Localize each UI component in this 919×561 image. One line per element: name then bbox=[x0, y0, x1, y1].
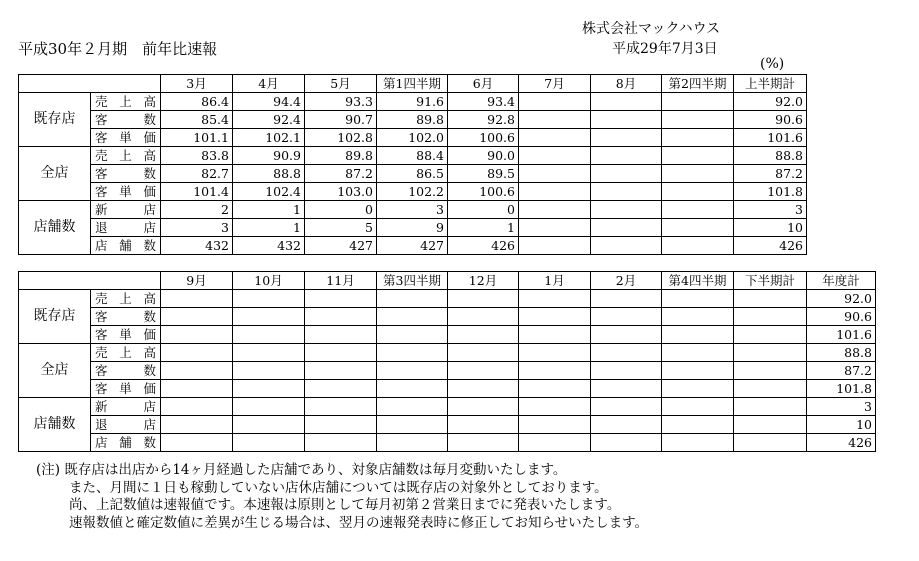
table-row bbox=[19, 308, 876, 326]
footnote-line: 尚、上記数値は速報値です。本速報は原則として毎月初第２営業日までに発表いたします。 bbox=[69, 497, 621, 513]
table-row bbox=[19, 237, 807, 255]
header-row bbox=[19, 75, 807, 93]
first-half-table bbox=[18, 74, 807, 255]
value-cell bbox=[591, 165, 662, 183]
value-cell bbox=[161, 416, 233, 434]
value-cell bbox=[662, 398, 734, 416]
value-cell: 94.4 bbox=[233, 93, 305, 111]
row-label: 売上高 bbox=[91, 147, 161, 165]
value-cell: 89.5 bbox=[448, 165, 519, 183]
value-cell bbox=[305, 290, 377, 308]
value-cell: 93.4 bbox=[448, 93, 519, 111]
value-cell: 101.4 bbox=[161, 183, 233, 201]
value-cell bbox=[519, 165, 591, 183]
value-cell bbox=[662, 308, 734, 326]
value-cell: 88.8 bbox=[734, 147, 807, 165]
value-cell bbox=[161, 308, 233, 326]
value-cell: 3 bbox=[161, 219, 233, 237]
value-cell bbox=[305, 434, 377, 452]
report-title: 平成30年２月期 前年比速報 bbox=[18, 40, 218, 58]
value-cell bbox=[734, 344, 807, 362]
table-row bbox=[19, 165, 807, 183]
value-cell: 90.0 bbox=[448, 147, 519, 165]
value-cell: 88.8 bbox=[807, 344, 876, 362]
value-cell bbox=[519, 308, 591, 326]
value-cell: 92.4 bbox=[233, 111, 305, 129]
row-label: 客単価 bbox=[91, 129, 161, 147]
value-cell: 1 bbox=[448, 219, 519, 237]
value-cell bbox=[161, 344, 233, 362]
value-cell bbox=[734, 308, 807, 326]
value-cell: 101.6 bbox=[734, 129, 807, 147]
value-cell bbox=[377, 290, 448, 308]
value-cell bbox=[519, 201, 591, 219]
value-cell bbox=[591, 147, 662, 165]
value-cell bbox=[591, 129, 662, 147]
value-cell bbox=[662, 201, 734, 219]
value-cell bbox=[233, 416, 305, 434]
row-label: 店舗数 bbox=[91, 237, 161, 255]
value-cell bbox=[305, 380, 377, 398]
value-cell: 1 bbox=[233, 219, 305, 237]
table-row bbox=[19, 111, 807, 129]
column-header: 11月 bbox=[305, 272, 377, 290]
value-cell: 89.8 bbox=[305, 147, 377, 165]
value-cell bbox=[662, 344, 734, 362]
value-cell bbox=[448, 416, 519, 434]
value-cell bbox=[233, 290, 305, 308]
group-label: 店舗数 bbox=[19, 201, 91, 255]
second-half-table bbox=[18, 271, 876, 452]
table-row bbox=[19, 201, 807, 219]
value-cell bbox=[734, 416, 807, 434]
value-cell bbox=[662, 93, 734, 111]
value-cell bbox=[377, 362, 448, 380]
value-cell bbox=[662, 434, 734, 452]
value-cell bbox=[233, 362, 305, 380]
value-cell: 101.8 bbox=[807, 380, 876, 398]
value-cell: 10 bbox=[807, 416, 876, 434]
group-label: 全店 bbox=[19, 147, 91, 201]
value-cell bbox=[662, 362, 734, 380]
group-label: 店舗数 bbox=[19, 398, 91, 452]
value-cell: 3 bbox=[377, 201, 448, 219]
value-cell: 101.1 bbox=[161, 129, 233, 147]
value-cell: 90.9 bbox=[233, 147, 305, 165]
value-cell: 90.7 bbox=[305, 111, 377, 129]
value-cell: 102.1 bbox=[233, 129, 305, 147]
value-cell bbox=[591, 362, 662, 380]
column-header: 第2四半期 bbox=[662, 75, 734, 93]
value-cell bbox=[233, 398, 305, 416]
value-cell bbox=[734, 290, 807, 308]
value-cell: 90.6 bbox=[807, 308, 876, 326]
value-cell: 10 bbox=[734, 219, 807, 237]
value-cell: 426 bbox=[734, 237, 807, 255]
row-label: 客単価 bbox=[91, 380, 161, 398]
value-cell bbox=[161, 380, 233, 398]
value-cell: 90.6 bbox=[734, 111, 807, 129]
value-cell bbox=[519, 398, 591, 416]
footnote-line: 速報数値と確定数値に差異が生じる場合は、翌月の速報発表時に修正してお知らせいたします。 bbox=[69, 514, 649, 531]
report-date: 平成29年7月3日 bbox=[612, 41, 718, 57]
value-cell bbox=[519, 129, 591, 147]
footnotes bbox=[36, 462, 648, 532]
value-cell: 83.8 bbox=[161, 147, 233, 165]
value-cell bbox=[519, 380, 591, 398]
column-header: 5月 bbox=[305, 75, 377, 93]
value-cell bbox=[519, 362, 591, 380]
value-cell bbox=[662, 147, 734, 165]
value-cell bbox=[448, 380, 519, 398]
value-cell bbox=[377, 326, 448, 344]
value-cell bbox=[377, 380, 448, 398]
value-cell bbox=[305, 398, 377, 416]
corner-cell bbox=[19, 272, 161, 290]
value-cell: 427 bbox=[305, 237, 377, 255]
value-cell bbox=[519, 93, 591, 111]
unit-label: (%) bbox=[760, 56, 785, 72]
row-label: 新店 bbox=[91, 201, 161, 219]
column-header: 9月 bbox=[161, 272, 233, 290]
value-cell bbox=[591, 434, 662, 452]
value-cell bbox=[519, 416, 591, 434]
row-label: 退店 bbox=[91, 416, 161, 434]
value-cell bbox=[662, 129, 734, 147]
value-cell bbox=[591, 380, 662, 398]
table-row bbox=[19, 219, 807, 237]
row-label: 売上高 bbox=[91, 290, 161, 308]
value-cell bbox=[734, 398, 807, 416]
value-cell: 102.0 bbox=[377, 129, 448, 147]
group-label: 既存店 bbox=[19, 93, 91, 147]
row-label: 客数 bbox=[91, 165, 161, 183]
value-cell: 5 bbox=[305, 219, 377, 237]
value-cell bbox=[662, 165, 734, 183]
value-cell bbox=[305, 362, 377, 380]
footnote-line: また、月間に１日も稼動していない店休店舗については既存店の対象外としております。 bbox=[69, 479, 608, 496]
column-header: 第4四半期 bbox=[662, 272, 734, 290]
footnote-line: (注) 既存店は出店から14ヶ月経過した店舗であり、対象店舗数は毎月変動いたします。 bbox=[36, 462, 567, 478]
row-label: 新店 bbox=[91, 398, 161, 416]
value-cell bbox=[519, 326, 591, 344]
table-row bbox=[19, 129, 807, 147]
table-row bbox=[19, 290, 876, 308]
row-label: 客数 bbox=[91, 111, 161, 129]
column-header: 3月 bbox=[161, 75, 233, 93]
row-label: 退店 bbox=[91, 219, 161, 237]
value-cell: 86.5 bbox=[377, 165, 448, 183]
value-cell bbox=[448, 344, 519, 362]
value-cell bbox=[519, 237, 591, 255]
value-cell bbox=[377, 416, 448, 434]
row-label: 売上高 bbox=[91, 93, 161, 111]
value-cell: 100.6 bbox=[448, 183, 519, 201]
value-cell bbox=[734, 380, 807, 398]
value-cell: 88.8 bbox=[233, 165, 305, 183]
value-cell bbox=[519, 111, 591, 129]
column-header: 1月 bbox=[519, 272, 591, 290]
value-cell: 87.2 bbox=[305, 165, 377, 183]
value-cell: 92.8 bbox=[448, 111, 519, 129]
table-row bbox=[19, 326, 876, 344]
column-header: 第3四半期 bbox=[377, 272, 448, 290]
value-cell: 87.2 bbox=[734, 165, 807, 183]
value-cell bbox=[662, 183, 734, 201]
value-cell bbox=[305, 308, 377, 326]
table-row bbox=[19, 398, 876, 416]
value-cell: 101.6 bbox=[807, 326, 876, 344]
value-cell bbox=[448, 326, 519, 344]
value-cell bbox=[662, 237, 734, 255]
value-cell bbox=[233, 326, 305, 344]
column-header: 年度計 bbox=[807, 272, 876, 290]
value-cell bbox=[233, 434, 305, 452]
value-cell bbox=[519, 290, 591, 308]
value-cell: 3 bbox=[807, 398, 876, 416]
value-cell bbox=[519, 434, 591, 452]
column-header: 8月 bbox=[591, 75, 662, 93]
value-cell: 86.4 bbox=[161, 93, 233, 111]
value-cell bbox=[161, 398, 233, 416]
column-header: 6月 bbox=[448, 75, 519, 93]
value-cell: 1 bbox=[233, 201, 305, 219]
value-cell bbox=[591, 416, 662, 434]
value-cell bbox=[662, 219, 734, 237]
value-cell: 101.8 bbox=[734, 183, 807, 201]
value-cell bbox=[161, 434, 233, 452]
value-cell: 426 bbox=[807, 434, 876, 452]
column-header: 上半期計 bbox=[734, 75, 807, 93]
value-cell: 102.2 bbox=[377, 183, 448, 201]
value-cell bbox=[305, 416, 377, 434]
corner-cell bbox=[19, 75, 161, 93]
value-cell: 85.4 bbox=[161, 111, 233, 129]
value-cell bbox=[591, 308, 662, 326]
column-header: 第1四半期 bbox=[377, 75, 448, 93]
value-cell bbox=[591, 183, 662, 201]
value-cell bbox=[377, 398, 448, 416]
value-cell: 89.8 bbox=[377, 111, 448, 129]
value-cell bbox=[377, 434, 448, 452]
value-cell: 3 bbox=[734, 201, 807, 219]
company-name: 株式会社マックハウス bbox=[582, 21, 721, 37]
value-cell bbox=[591, 344, 662, 362]
table-row bbox=[19, 183, 807, 201]
table-row bbox=[19, 362, 876, 380]
column-header: 12月 bbox=[448, 272, 519, 290]
value-cell: 2 bbox=[161, 201, 233, 219]
value-cell: 102.4 bbox=[233, 183, 305, 201]
value-cell bbox=[377, 344, 448, 362]
row-label: 売上高 bbox=[91, 344, 161, 362]
value-cell bbox=[519, 344, 591, 362]
table-row bbox=[19, 344, 876, 362]
row-label: 客数 bbox=[91, 308, 161, 326]
column-header: 下半期計 bbox=[734, 272, 807, 290]
value-cell bbox=[734, 362, 807, 380]
value-cell bbox=[591, 111, 662, 129]
value-cell: 87.2 bbox=[807, 362, 876, 380]
value-cell bbox=[662, 290, 734, 308]
value-cell bbox=[591, 398, 662, 416]
table-row bbox=[19, 434, 876, 452]
table-row bbox=[19, 416, 876, 434]
value-cell bbox=[519, 147, 591, 165]
value-cell bbox=[377, 308, 448, 326]
value-cell bbox=[448, 398, 519, 416]
value-cell bbox=[734, 434, 807, 452]
row-label: 店舗数 bbox=[91, 434, 161, 452]
header-row bbox=[19, 272, 876, 290]
table-row bbox=[19, 380, 876, 398]
value-cell: 88.4 bbox=[377, 147, 448, 165]
value-cell: 91.6 bbox=[377, 93, 448, 111]
value-cell: 92.0 bbox=[734, 93, 807, 111]
group-label: 既存店 bbox=[19, 290, 91, 344]
column-header: 4月 bbox=[233, 75, 305, 93]
value-cell: 426 bbox=[448, 237, 519, 255]
value-cell bbox=[448, 290, 519, 308]
table-row bbox=[19, 93, 807, 111]
value-cell: 432 bbox=[161, 237, 233, 255]
value-cell bbox=[662, 326, 734, 344]
value-cell: 427 bbox=[377, 237, 448, 255]
value-cell: 102.8 bbox=[305, 129, 377, 147]
value-cell bbox=[233, 308, 305, 326]
value-cell bbox=[662, 111, 734, 129]
value-cell: 0 bbox=[305, 201, 377, 219]
value-cell bbox=[448, 308, 519, 326]
value-cell bbox=[591, 93, 662, 111]
value-cell bbox=[591, 219, 662, 237]
column-header: 10月 bbox=[233, 272, 305, 290]
value-cell bbox=[662, 416, 734, 434]
row-label: 客数 bbox=[91, 362, 161, 380]
column-header: 2月 bbox=[591, 272, 662, 290]
value-cell bbox=[233, 344, 305, 362]
row-label: 客単価 bbox=[91, 183, 161, 201]
value-cell: 100.6 bbox=[448, 129, 519, 147]
value-cell bbox=[519, 183, 591, 201]
value-cell bbox=[448, 434, 519, 452]
value-cell bbox=[734, 326, 807, 344]
value-cell bbox=[161, 326, 233, 344]
value-cell bbox=[305, 326, 377, 344]
value-cell: 103.0 bbox=[305, 183, 377, 201]
value-cell: 93.3 bbox=[305, 93, 377, 111]
value-cell bbox=[591, 201, 662, 219]
value-cell bbox=[161, 290, 233, 308]
value-cell bbox=[519, 219, 591, 237]
value-cell bbox=[161, 362, 233, 380]
value-cell: 0 bbox=[448, 201, 519, 219]
value-cell bbox=[591, 237, 662, 255]
value-cell bbox=[662, 380, 734, 398]
value-cell bbox=[305, 344, 377, 362]
value-cell: 92.0 bbox=[807, 290, 876, 308]
value-cell: 9 bbox=[377, 219, 448, 237]
value-cell bbox=[233, 380, 305, 398]
value-cell bbox=[591, 326, 662, 344]
table-row bbox=[19, 147, 807, 165]
column-header: 7月 bbox=[519, 75, 591, 93]
value-cell bbox=[591, 290, 662, 308]
row-label: 客単価 bbox=[91, 326, 161, 344]
value-cell: 432 bbox=[233, 237, 305, 255]
group-label: 全店 bbox=[19, 344, 91, 398]
value-cell bbox=[448, 362, 519, 380]
value-cell: 82.7 bbox=[161, 165, 233, 183]
